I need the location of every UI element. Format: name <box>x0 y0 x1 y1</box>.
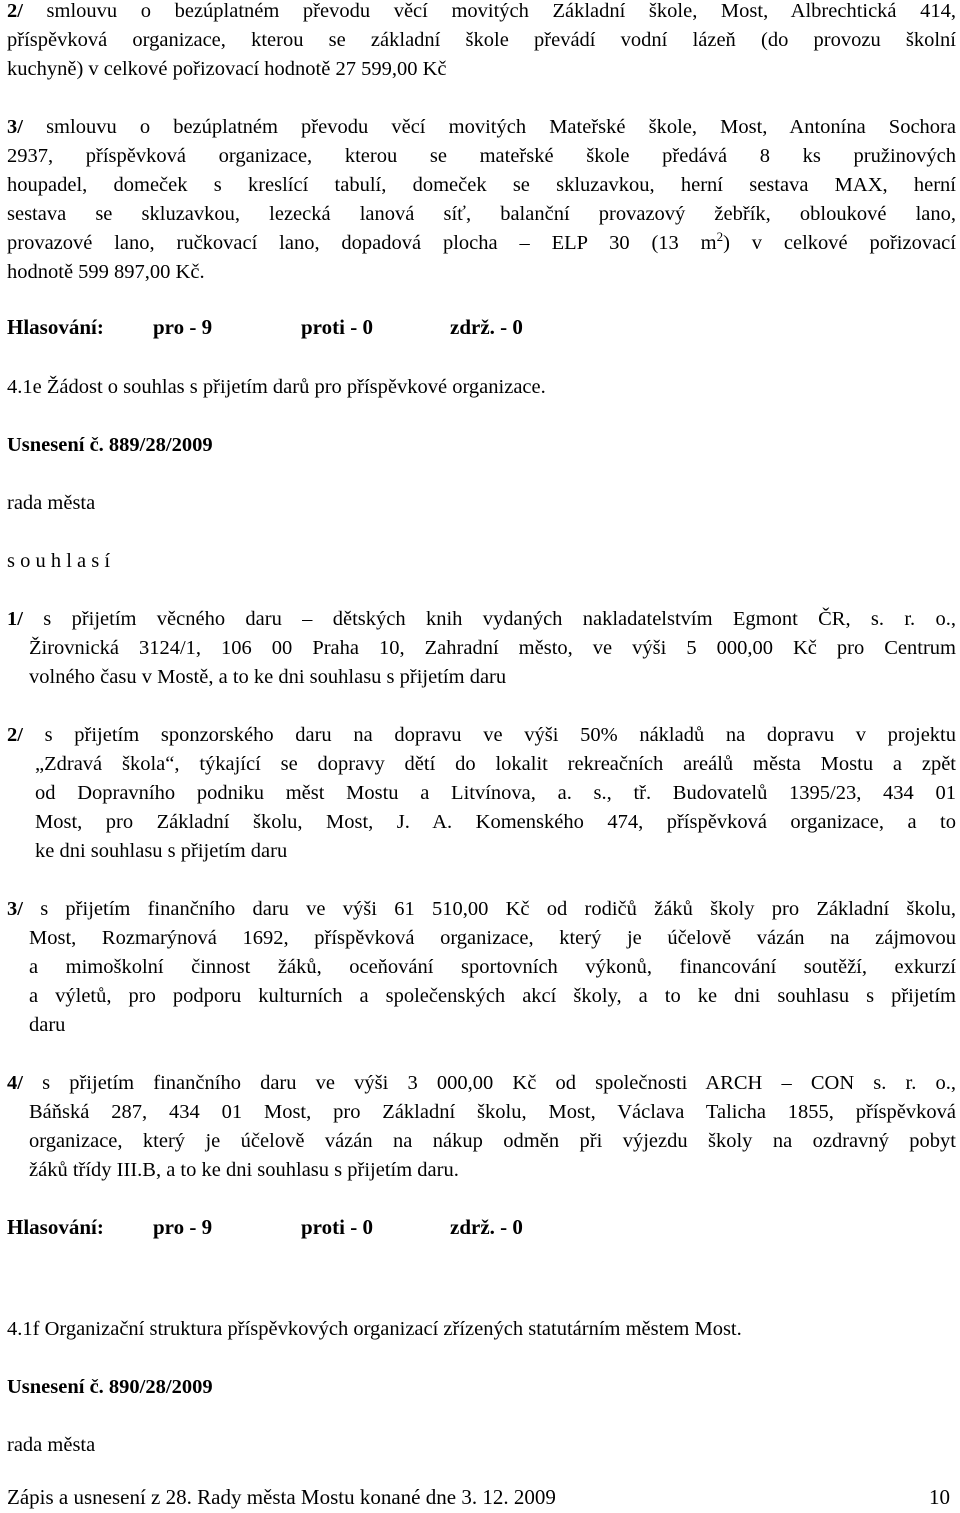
vote-pro: pro - 9 <box>153 315 213 339</box>
item-line: organizace, který je účelově vázán na nákup odměn při výjezdu školy na ozdravný pobyt <box>29 1130 956 1152</box>
item-line: 2937, příspěvková organizace, kterou se mateřské škole předává 8 ks pružinových <box>7 145 956 167</box>
resolution-body: rada města <box>7 1434 96 1456</box>
item-line: příspěvková organizace, kterou se základní škole převádí vodní lázeň (do provozu školní <box>7 29 956 51</box>
item-line: 4/ s přijetím finančního daru ve výši 3 000,00 Kč od společnosti ARCH – CON s. r. o., <box>7 1072 956 1094</box>
item-line: provazové lano, ručkovací lano, dopadová plocha – ELP 30 (13 $m^2$) v celkové pořizovací <box>7 229 956 254</box>
vote-label: Hlasování: <box>7 1215 104 1239</box>
section-heading: 4.1f Organizační struktura příspěvkových organizací zřízených statutárním městem Most. <box>7 1318 742 1340</box>
resolution-verb: s o u h l a s í <box>7 550 111 572</box>
vote-proti: proti - 0 <box>301 1215 373 1239</box>
gift-item-3 <box>7 895 956 1040</box>
item-line: Most, Rozmarýnová 1692, příspěvková organizace, který je účelově vázán na zájmovou <box>29 927 956 949</box>
contract-item-2 <box>7 0 956 84</box>
page-footer <box>7 1485 950 1510</box>
vote-result <box>7 315 607 345</box>
gift-item-1 <box>7 605 956 692</box>
gift-item-2 <box>7 721 956 866</box>
item-number: 4/ <box>7 1072 23 1094</box>
item-number: 2/ <box>7 724 23 746</box>
item-line: Žirovnická 3124/1, 106 00 Praha 10, Zahradní město, ve výši 5 000,00 Kč pro Centrum <box>29 637 956 659</box>
item-line: houpadel, domeček s kreslící tabulí, domeček se skluzavkou, herní sestava MAX, herní <box>7 174 956 196</box>
vote-result <box>7 1215 607 1245</box>
vote-abstain: zdrž. - 0 <box>450 315 523 339</box>
resolution-body: rada města <box>7 492 96 514</box>
item-number: 3/ <box>7 116 23 138</box>
item-line: kuchyně) v celkové pořizovací hodnotě 27 599,00 Kč <box>7 58 447 80</box>
gift-item-4 <box>7 1069 956 1185</box>
item-line: Most, pro Základní školu, Most, J. A. Komenského 474, příspěvková organizace, a to <box>35 811 956 833</box>
item-line: od Dopravního podniku měst Mostu a Litvínova, a. s., tř. Budovatelů 1395/23, 434 01 <box>35 782 956 804</box>
item-line: ke dni souhlasu s přijetím daru <box>35 840 288 862</box>
vote-pro: pro - 9 <box>153 1215 213 1239</box>
resolution-number: Usnesení č. 890/28/2009 <box>7 1376 213 1398</box>
item-line: „Zdravá škola“, týkající se dopravy dětí do lokalit rekreačních areálů města Mostu a zpět <box>35 753 956 775</box>
item-line: volného času v Mostě, a to ke dni souhlasu s přijetím daru <box>29 666 507 688</box>
item-line: daru <box>29 1014 66 1036</box>
item-line: a výletů, pro podporu kulturních a společenských akcí školy, a to ke dni souhlasu s přijetím <box>29 985 956 1007</box>
item-line: 2/ smlouvu o bezúplatném převodu věcí movitých Základní škole, Most, Albrechtická 414, <box>7 0 956 22</box>
item-line: 3/ smlouvu o bezúplatném převodu věcí movitých Mateřské škole, Most, Antonína Sochora <box>7 116 956 138</box>
section-heading: 4.1e Žádost o souhlas s přijetím darů pro příspěvkové organizace. <box>7 376 546 398</box>
item-line: hodnotě 599 897,00 Kč. <box>7 261 205 283</box>
resolution-number: Usnesení č. 889/28/2009 <box>7 434 213 456</box>
item-line: a mimoškolní činnost žáků, oceňování sportovních výkonů, financování soutěží, exkurzí <box>29 956 956 978</box>
item-number: 3/ <box>7 898 23 920</box>
item-number: 1/ <box>7 608 23 630</box>
item-line: 2/ s přijetím sponzorského daru na dopravu ve výši 50% nákladů na dopravu v projektu <box>7 724 956 746</box>
item-number: 2/ <box>7 0 23 22</box>
item-line: sestava se skluzavkou, lezecká lanová síť, balanční provazový žebřík, obloukové lano, <box>7 203 956 225</box>
page-number: 10 <box>929 1485 950 1509</box>
item-line: Báňská 287, 434 01 Most, pro Základní školu, Most, Václava Talicha 1855, příspěvková <box>29 1101 956 1123</box>
item-line: 3/ s přijetím finančního daru ve výši 61 510,00 Kč od rodičů žáků školy pro Základní školu, <box>7 898 956 920</box>
item-line: 1/ s přijetím věcného daru – dětských knih vydaných nakladatelstvím Egmont ČR, s. r. o., <box>7 608 956 630</box>
item-line: žáků třídy III.B, a to ke dni souhlasu s přijetím daru. <box>29 1159 459 1181</box>
vote-label: Hlasování: <box>7 315 104 339</box>
vote-proti: proti - 0 <box>301 315 373 339</box>
footer-text: Zápis a usnesení z 28. Rady města Mostu konané dne 3. 12. 2009 <box>7 1485 556 1509</box>
vote-abstain: zdrž. - 0 <box>450 1215 523 1239</box>
contract-item-3 <box>7 113 956 287</box>
